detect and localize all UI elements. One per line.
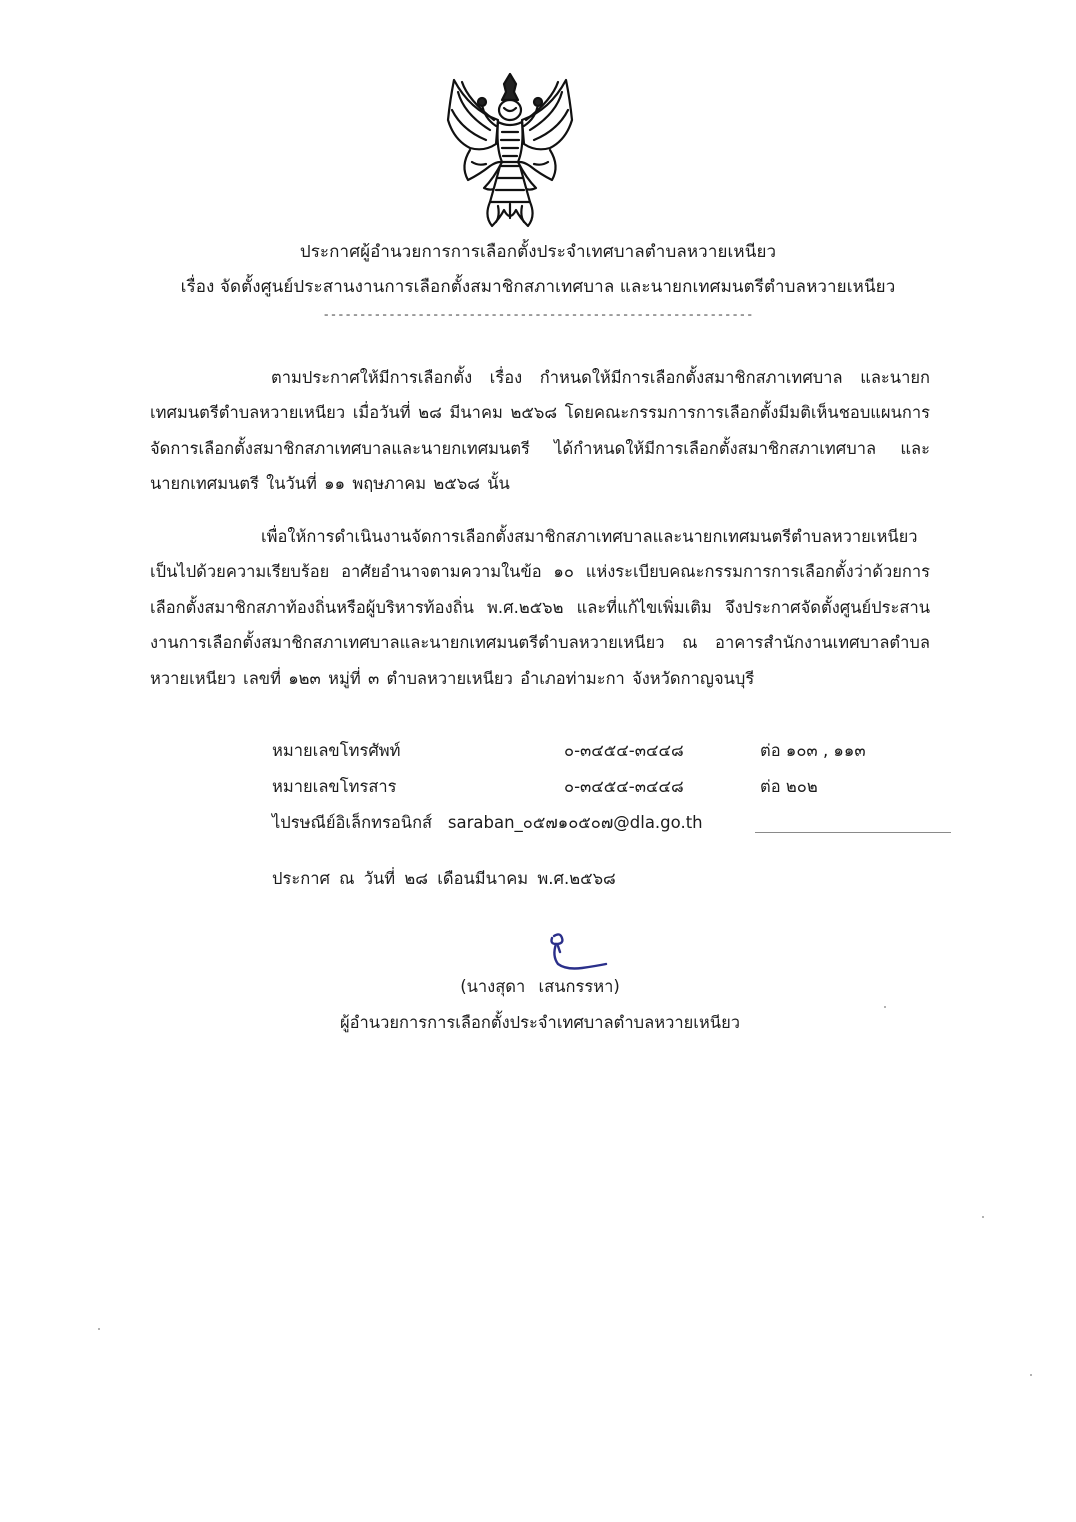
phone-extension: ต่อ ๑๐๓ , ๑๑๓ [760,741,866,760]
email-label: ไปรษณีย์อิเล็กทรอนิกส์ [272,813,433,832]
announcement-title: ประกาศผู้อำนวยการการเลือกตั้งประจำเทศบาลตำบลหวายเหนียว [299,242,777,262]
signer-name: (นางสุดา เสนกรรหา) [460,977,620,996]
email-row [272,810,703,836]
announcement-subject: เรื่อง จัดตั้งศูนย์ประสานงานการเลือกตั้งสมาชิกสภาเทศบาล และนายกเทศมนตรีตำบลหวายเหนียว [180,277,896,297]
fax-label: หมายเลขโทรสาร [272,777,397,796]
phone-number: ๐-๓๔๕๔-๓๔๔๘ [564,741,684,760]
scan-speck [98,1328,100,1330]
announcement-date: ประกาศ ณ วันที่ ๒๘ เดือนมีนาคม พ.ศ.๒๕๖๘ [272,869,616,888]
phone-label: หมายเลขโทรศัพท์ [272,741,401,760]
garuda-emblem-icon [440,70,580,230]
handwritten-signature [540,930,610,972]
scan-speck [884,1006,886,1008]
body-paragraph-1: ตามประกาศให้มีการเลือกตั้ง เรื่อง กำหนดให้มีการเลือกตั้งสมาชิกสภาเทศบาล และนายกเทศมนตรีตำบลหวายเหนียว เมื่อวันที่ ๒๘ มีนาคม ๒๕๖๘ โดยคณะกรรมการการเลือกตั้งมีมติเห็นชอบแผนการจัดการเลือกตั้งสมาชิกสภาเทศบาลและนายกเทศมนตรี ได้กำหนดให้มีการเลือกตั้งสมาชิกสภาเทศบาล และนายกเทศมนตรี ในวันที่ ๑๑ พฤษภาคม ๒๕๖๘ นั้น [150,368,930,494]
fax-number: ๐-๓๔๕๔-๓๔๔๘ [564,777,684,796]
fax-extension: ต่อ ๒๐๒ [760,777,818,796]
scan-speck [1030,1374,1032,1376]
body-paragraph-2: เพื่อให้การดำเนินงานจัดการเลือกตั้งสมาชิกสภาเทศบาลและนายกเทศมนตรีตำบลหวายเหนียว เป็นไปด้วยความเรียบร้อย อาศัยอำนาจตามความในข้อ ๑๐ แห่งระเบียบคณะกรรมการการเลือกตั้งว่าด้วยการเลือกตั้งสมาชิกสภาท้องถิ่นหรือผู้บริหารท้องถิ่น พ.ศ.๒๕๖๒ และที่แก้ไขเพิ่มเติม จึงประกาศจัดตั้งศูนย์ประสานงานการเลือกตั้งสมาชิกสภาเทศบาลและนายกเทศมนตรีตำบลหวายเหนียว ณ อาคารสำนักงานเทศบาลตำบลหวายเหนียว เลขที่ ๑๒๓ หมู่ที่ ๓ ตำบลหวายเหนียว อำเภอท่ามะกา จังหวัดกาญจนบุรี [150,527,930,688]
email-address[interactable]: saraban_๐๕๗๑๐๕๐๗@dla.go.th [447,813,703,832]
header-separator: ----------------------------------------------------------- [322,308,754,322]
email-underline-divider [755,832,951,833]
scan-speck [982,1216,984,1218]
signer-position: ผู้อำนวยการการเลือกตั้งประจำเทศบาลตำบลหวายเหนียว [339,1013,741,1032]
